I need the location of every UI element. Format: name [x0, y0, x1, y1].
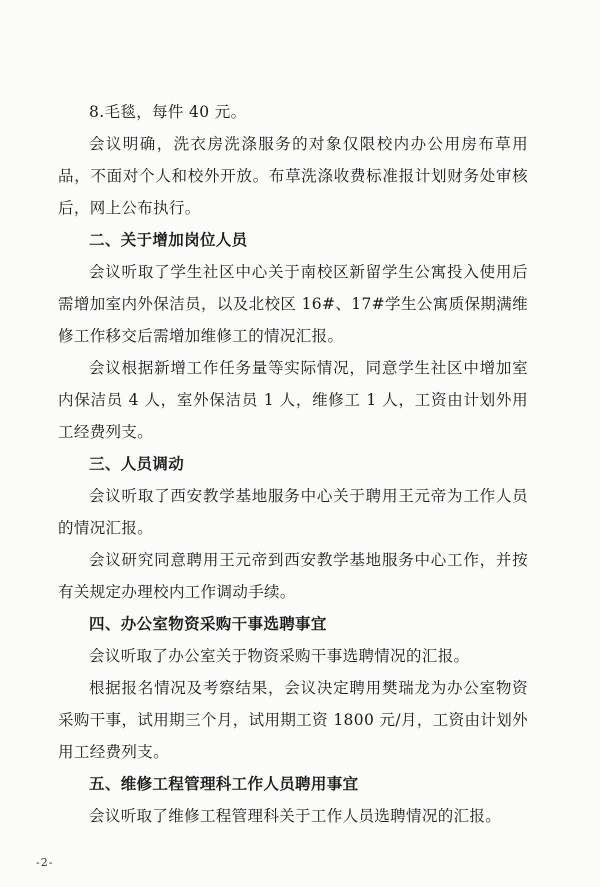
heading-section-5: 五、维修工程管理科工作人员聘用事宜	[89, 774, 359, 793]
paragraph-blanket-price: 8.毛毯，每件 40 元。	[89, 103, 247, 121]
paragraph-transfer-decision: 会议研究同意聘用王元帝到西安教学基地服务中心工作，并按有关规定办理校内工作调动手续。	[58, 551, 528, 601]
paragraph-laundry-scope: 会议明确，洗衣房洗涤服务的对象仅限校内办公用房布草用品，不面对个人和校外开放。布草洗涤收费标准报计划财务处审核后，网上公布执行。	[58, 135, 528, 217]
heading-section-3: 三、人员调动	[89, 454, 185, 473]
paragraph-transfer-report: 会议听取了西安教学基地服务中心关于聘用王元帝为工作人员的情况汇报。	[58, 487, 528, 537]
paragraph-staff-report: 会议听取了学生社区中心关于南校区新留学生公寓投入使用后需增加室内外保洁员，以及北校区 16#、17#学生公寓质保期满维修工作移交后需增加维修工的情况汇报。	[58, 263, 528, 345]
paragraph-procurement-report: 会议听取了办公室关于物资采购干事选聘情况的汇报。	[89, 647, 470, 665]
paragraph-staff-decision: 会议根据新增工作任务量等实际情况，同意学生社区中增加室内保洁员 4 人，室外保洁员 1 人，维修工 1 人，工资由计划外用工经费列支。	[58, 359, 528, 441]
page-number: -2-	[36, 856, 54, 869]
heading-section-4: 四、办公室物资采购干事选聘事宜	[89, 614, 327, 633]
paragraph-procurement-decision: 根据报名情况及考察结果，会议决定聘用樊瑞龙为办公室物资采购干事，试用期三个月，试用期工资 1800 元/月，工资由计划外用工经费列支。	[58, 679, 528, 761]
paragraph-maintenance-report: 会议听取了维修工程管理科关于工作人员选聘情况的汇报。	[89, 807, 502, 825]
document-body	[58, 96, 528, 832]
heading-section-2: 二、关于增加岗位人员	[89, 230, 248, 249]
